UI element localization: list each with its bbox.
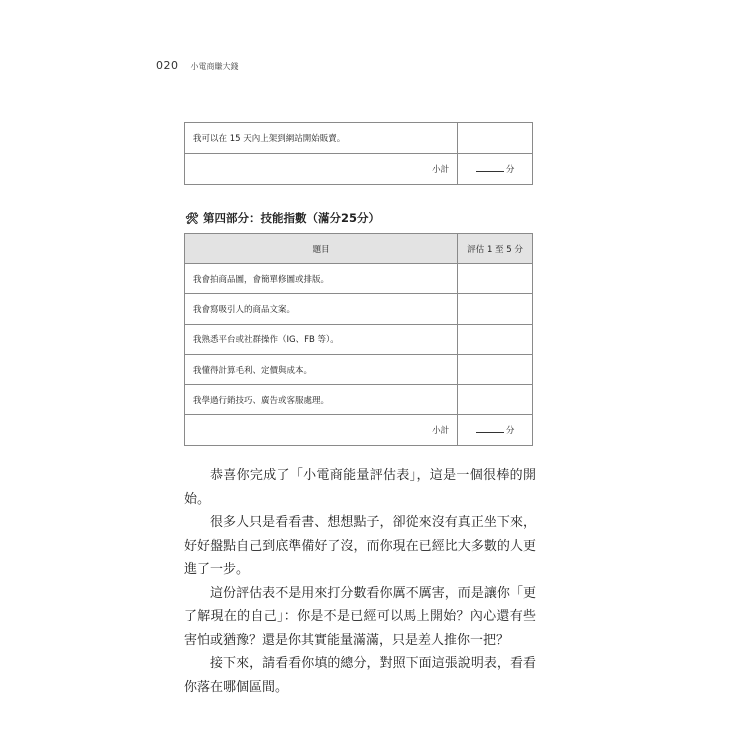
- table-row: [185, 264, 533, 294]
- table-row: [185, 354, 533, 384]
- score-blank: [476, 424, 504, 433]
- page-number: 020: [156, 59, 179, 72]
- table-row: [185, 385, 533, 415]
- question-cell: 我可以在 15 天內上架到網站開始販賣。: [185, 123, 458, 154]
- paragraph: 接下來，請看看你填的總分，對照下面這張說明表，看看你落在哪個區間。: [184, 656, 536, 695]
- book-title: 小電商賺大錢: [190, 62, 239, 71]
- table-row: [185, 294, 533, 324]
- subtotal-label: 小計: [185, 154, 458, 185]
- score-input-cell[interactable]: [458, 354, 533, 384]
- tools-icon: 🛠: [185, 211, 199, 225]
- score-input-cell[interactable]: [458, 123, 533, 154]
- paragraph: 很多人只是看看書、想想點子，卻從來沒有真正坐下來，好好盤點自己到底準備好了沒，而你現在已經比大多數的人更進了一步。: [184, 515, 536, 577]
- subtotal-label: 小計: [185, 415, 458, 445]
- score-blank: [476, 163, 504, 172]
- score-input-cell[interactable]: [458, 324, 533, 354]
- subtotal-unit: 分: [505, 165, 515, 175]
- section-heading-text: 第四部分：技能指數（滿分25分）: [202, 211, 380, 225]
- column-header-item: 題目: [185, 234, 458, 264]
- subtotal-score-cell[interactable]: [458, 154, 533, 185]
- skills-table: [184, 233, 533, 446]
- table-row: [185, 123, 533, 154]
- question-cell: 我學過行銷技巧、廣告或客服處理。: [185, 385, 458, 415]
- subtotal-score-cell[interactable]: [458, 415, 533, 445]
- table-header-row: [185, 234, 533, 264]
- score-input-cell[interactable]: [458, 294, 533, 324]
- previous-section-table: [184, 122, 533, 185]
- score-input-cell[interactable]: [458, 264, 533, 294]
- paragraph: 恭喜你完成了「小電商能量評估表」，這是一個很棒的開始。: [184, 468, 536, 507]
- paragraph: 這份評估表不是用來打分數看你厲不厲害，而是讓你「更了解現在的自己」：你是不是已經可以馬上開始？內心還有些害怕或猶豫？還是你其實能量滿滿，只是差人推你一把？: [184, 585, 536, 648]
- subtotal-row: [185, 415, 533, 445]
- section-heading: [185, 210, 380, 226]
- question-cell: 我懂得計算毛利、定價與成本。: [185, 354, 458, 384]
- score-input-cell[interactable]: [458, 385, 533, 415]
- question-cell: 我會拍商品圖，會簡單修圖或排版。: [185, 264, 458, 294]
- table-row: [185, 324, 533, 354]
- page-header: [156, 59, 239, 72]
- subtotal-row: [185, 154, 533, 185]
- body-text: [184, 464, 536, 699]
- question-cell: 我熟悉平台或社群操作（IG、FB 等）。: [185, 324, 458, 354]
- column-header-score: 評估 1 至 5 分: [458, 234, 533, 264]
- subtotal-unit: 分: [505, 426, 515, 437]
- question-cell: 我會寫吸引人的商品文案。: [185, 294, 458, 324]
